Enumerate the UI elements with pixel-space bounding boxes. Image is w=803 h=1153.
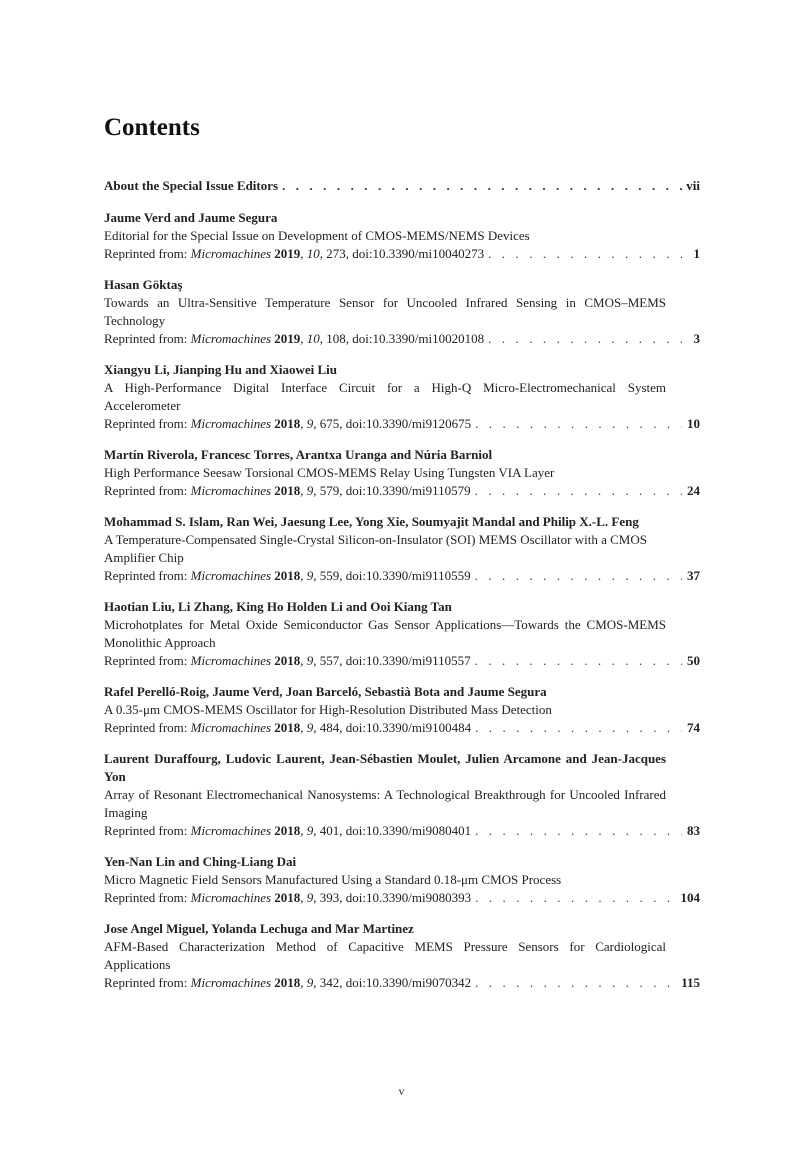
journal-name: Micromachines bbox=[190, 416, 272, 431]
toc-entries bbox=[104, 209, 700, 992]
entry-article-doi: , 559, doi:10.3390/mi9110559 bbox=[313, 568, 471, 583]
entry-reprint-line bbox=[104, 822, 700, 840]
entry-page-number: 104 bbox=[680, 890, 700, 905]
entry-volume: 9 bbox=[306, 975, 314, 990]
entry-authors: Yen-Nan Lin and Ching-Liang Dai bbox=[104, 854, 297, 869]
journal-name: Micromachines bbox=[190, 720, 272, 735]
entry-article-doi: , 108, doi:10.3390/mi10020108 bbox=[319, 331, 485, 346]
entry-volume: 9 bbox=[306, 416, 314, 431]
entry-title: Micro Magnetic Field Sensors Manufactured Using a Standard 0.18-μm CMOS Process bbox=[104, 872, 562, 887]
entry-authors: Haotian Liu, Li Zhang, King Ho Holden Li and Ooi Kiang Tan bbox=[104, 599, 452, 614]
journal-name: Micromachines bbox=[190, 653, 272, 668]
reprint-citation: Reprinted from: Micromachines 2018, 9, 401, doi:10.3390/mi9080401 bbox=[104, 823, 472, 838]
toc-entry[interactable] bbox=[104, 920, 700, 992]
entry-page-number: 1 bbox=[693, 246, 700, 261]
entry-page-number: 37 bbox=[687, 568, 700, 583]
entry-authors: Hasan Göktaş bbox=[104, 277, 183, 292]
entry-reprint-line bbox=[104, 482, 700, 500]
entry-article-doi: , 273, doi:10.3390/mi10040273 bbox=[319, 246, 485, 261]
leader-dots bbox=[475, 974, 677, 992]
entry-volume: 9 bbox=[306, 890, 314, 905]
entry-article-doi: , 579, doi:10.3390/mi9110579 bbox=[313, 483, 471, 498]
reprinted-from-label: Reprinted from: bbox=[104, 720, 188, 735]
entry-reprint-line bbox=[104, 889, 700, 907]
journal-name: Micromachines bbox=[190, 890, 272, 905]
entry-year: 2018 bbox=[274, 416, 301, 431]
leader-dots bbox=[475, 415, 682, 433]
entry-authors: Rafel Perelló-Roig, Jaume Verd, Joan Barceló, Sebastià Bota and Jaume Segura bbox=[104, 684, 547, 699]
about-label: About the Special Issue Editors bbox=[104, 178, 279, 193]
entry-authors: Mohammad S. Islam, Ran Wei, Jaesung Lee, Yong Xie, Soumyajit Mandal and Philip X.-L. Feng bbox=[104, 514, 639, 529]
entry-page-number: 83 bbox=[687, 823, 700, 838]
journal-name: Micromachines bbox=[190, 823, 272, 838]
entry-authors: Jaume Verd and Jaume Segura bbox=[104, 210, 278, 225]
page-number-footer: v bbox=[398, 1084, 405, 1098]
leader-dots bbox=[488, 245, 682, 263]
reprint-citation: Reprinted from: Micromachines 2018, 9, 342, doi:10.3390/mi9070342 bbox=[104, 975, 472, 990]
entry-volume: 10 bbox=[306, 331, 320, 346]
reprinted-from-label: Reprinted from: bbox=[104, 483, 188, 498]
entry-page-number: 24 bbox=[687, 483, 700, 498]
leader-dots bbox=[475, 482, 682, 500]
toc-entry[interactable] bbox=[104, 598, 700, 670]
entry-title: A Temperature-Compensated Single-Crystal Silicon-on-Insulator (SOI) MEMS Oscillator with a CMOS Amplifier Chip bbox=[104, 532, 647, 565]
entry-volume: 9 bbox=[306, 568, 314, 583]
entry-year: 2018 bbox=[274, 823, 301, 838]
entry-title: Microhotplates for Metal Oxide Semiconductor Gas Sensor Applications—Towards the CMOS-MEMS Monolithic Approach bbox=[104, 617, 666, 650]
entry-volume: 10 bbox=[306, 246, 320, 261]
entry-reprint-line bbox=[104, 415, 700, 433]
reprint-citation: Reprinted from: Micromachines 2018, 9, 484, doi:10.3390/mi9100484 bbox=[104, 720, 472, 735]
entry-title: Towards an Ultra-Sensitive Temperature Sensor for Uncooled Infrared Sensing in CMOS–MEMS Technology bbox=[104, 295, 666, 328]
entry-volume: 9 bbox=[306, 653, 314, 668]
entry-volume: 9 bbox=[306, 720, 314, 735]
journal-name: Micromachines bbox=[190, 483, 272, 498]
entry-authors: Jose Angel Miguel, Yolanda Lechuga and Mar Martinez bbox=[104, 921, 414, 936]
toc-about-editors[interactable] bbox=[104, 176, 700, 195]
entry-reprint-line bbox=[104, 974, 700, 992]
entry-page-number: 10 bbox=[687, 416, 700, 431]
toc-entry[interactable] bbox=[104, 853, 700, 907]
page-title: Contents bbox=[104, 114, 200, 141]
reprint-citation: Reprinted from: Micromachines 2019, 10, 108, doi:10.3390/mi10020108 bbox=[104, 331, 485, 346]
journal-name: Micromachines bbox=[190, 331, 272, 346]
toc-entry[interactable] bbox=[104, 446, 700, 500]
entry-reprint-line bbox=[104, 652, 700, 670]
reprint-citation: Reprinted from: Micromachines 2018, 9, 675, doi:10.3390/mi9120675 bbox=[104, 416, 472, 431]
toc-entry[interactable] bbox=[104, 513, 700, 585]
reprint-citation: Reprinted from: Micromachines 2019, 10, 273, doi:10.3390/mi10040273 bbox=[104, 246, 485, 261]
entry-year: 2018 bbox=[274, 653, 301, 668]
entry-year: 2018 bbox=[274, 720, 301, 735]
reprinted-from-label: Reprinted from: bbox=[104, 890, 188, 905]
entry-page-number: 74 bbox=[687, 720, 700, 735]
entry-reprint-line bbox=[104, 245, 700, 263]
leader-dots bbox=[488, 330, 682, 348]
reprinted-from-label: Reprinted from: bbox=[104, 975, 188, 990]
entry-title: Editorial for the Special Issue on Development of CMOS-MEMS/NEMS Devices bbox=[104, 228, 530, 243]
entry-page-number: 115 bbox=[681, 975, 700, 990]
entry-title: A High-Performance Digital Interface Circuit for a High-Q Micro-Electromechanical System Accelerometer bbox=[104, 380, 666, 413]
toc-entry[interactable] bbox=[104, 361, 700, 433]
entry-year: 2018 bbox=[274, 568, 301, 583]
reprinted-from-label: Reprinted from: bbox=[104, 331, 188, 346]
entry-page-number: 3 bbox=[693, 331, 700, 346]
entry-authors: Xiangyu Li, Jianping Hu and Xiaowei Liu bbox=[104, 362, 337, 377]
reprinted-from-label: Reprinted from: bbox=[104, 823, 188, 838]
entry-year: 2019 bbox=[274, 331, 301, 346]
reprinted-from-label: Reprinted from: bbox=[104, 653, 188, 668]
toc-entry[interactable] bbox=[104, 209, 700, 263]
entry-article-doi: , 342, doi:10.3390/mi9070342 bbox=[313, 975, 472, 990]
reprint-citation: Reprinted from: Micromachines 2018, 9, 557, doi:10.3390/mi9110557 bbox=[104, 653, 471, 668]
leader-dots bbox=[475, 889, 676, 907]
entry-reprint-line bbox=[104, 719, 700, 737]
journal-name: Micromachines bbox=[190, 246, 272, 261]
leader-dots bbox=[282, 176, 682, 195]
journal-name: Micromachines bbox=[190, 975, 272, 990]
entry-authors: Martín Riverola, Francesc Torres, Arantxa Uranga and Núria Barniol bbox=[104, 447, 493, 462]
entry-title: Array of Resonant Electromechanical Nanosystems: A Technological Breakthrough for Uncooled Infrared Imaging bbox=[104, 787, 666, 820]
entry-year: 2018 bbox=[274, 890, 301, 905]
entry-article-doi: , 484, doi:10.3390/mi9100484 bbox=[313, 720, 472, 735]
entry-article-doi: , 675, doi:10.3390/mi9120675 bbox=[313, 416, 472, 431]
leader-dots bbox=[475, 822, 682, 840]
journal-name: Micromachines bbox=[190, 568, 272, 583]
entry-reprint-line bbox=[104, 567, 700, 585]
reprint-citation: Reprinted from: Micromachines 2018, 9, 559, doi:10.3390/mi9110559 bbox=[104, 568, 471, 583]
entry-volume: 9 bbox=[306, 823, 314, 838]
leader-dots bbox=[475, 719, 682, 737]
reprinted-from-label: Reprinted from: bbox=[104, 568, 188, 583]
entry-title: AFM-Based Characterization Method of Capacitive MEMS Pressure Sensors for Cardiological Applications bbox=[104, 939, 666, 972]
reprinted-from-label: Reprinted from: bbox=[104, 246, 188, 261]
entry-year: 2018 bbox=[274, 483, 301, 498]
toc-entry[interactable] bbox=[104, 750, 700, 840]
reprint-citation: Reprinted from: Micromachines 2018, 9, 393, doi:10.3390/mi9080393 bbox=[104, 890, 472, 905]
leader-dots bbox=[475, 567, 682, 585]
table-of-contents bbox=[104, 176, 700, 1005]
reprint-citation: Reprinted from: Micromachines 2018, 9, 579, doi:10.3390/mi9110579 bbox=[104, 483, 471, 498]
entry-authors: Laurent Duraffourg, Ludovic Laurent, Jean-Sébastien Moulet, Julien Arcamone and Jean-Jacques Yon bbox=[104, 751, 666, 784]
entry-reprint-line bbox=[104, 330, 700, 348]
entry-year: 2019 bbox=[274, 246, 301, 261]
entry-page-number: 50 bbox=[687, 653, 700, 668]
toc-entry[interactable] bbox=[104, 276, 700, 348]
entry-title: A 0.35-μm CMOS-MEMS Oscillator for High-Resolution Distributed Mass Detection bbox=[104, 702, 552, 717]
entry-volume: 9 bbox=[306, 483, 314, 498]
entry-article-doi: , 401, doi:10.3390/mi9080401 bbox=[313, 823, 472, 838]
entry-article-doi: , 557, doi:10.3390/mi9110557 bbox=[313, 653, 471, 668]
reprinted-from-label: Reprinted from: bbox=[104, 416, 188, 431]
about-page-number: vii bbox=[686, 178, 700, 193]
leader-dots bbox=[475, 652, 682, 670]
entry-title: High Performance Seesaw Torsional CMOS-MEMS Relay Using Tungsten VIA Layer bbox=[104, 465, 555, 480]
entry-article-doi: , 393, doi:10.3390/mi9080393 bbox=[313, 890, 472, 905]
entry-year: 2018 bbox=[274, 975, 301, 990]
toc-entry[interactable] bbox=[104, 683, 700, 737]
